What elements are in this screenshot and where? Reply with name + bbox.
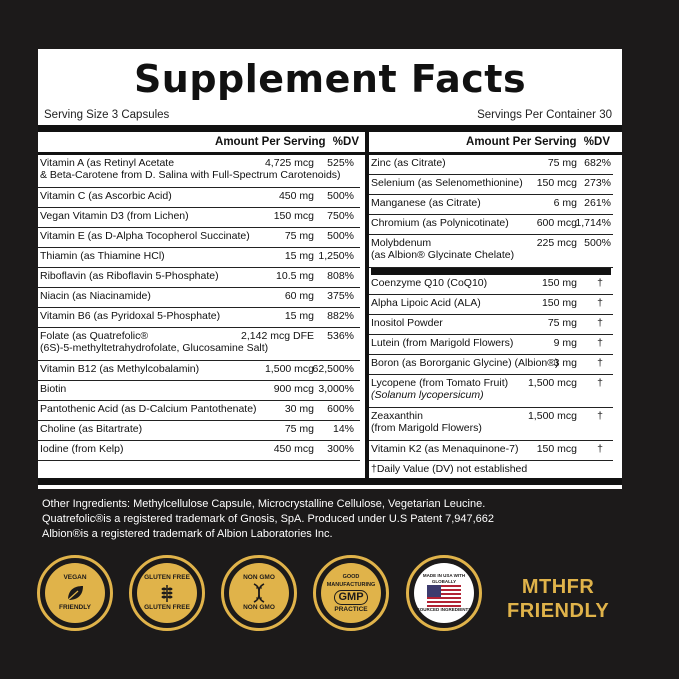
nutrient-row <box>369 235 613 268</box>
nutrient-name <box>40 230 250 242</box>
nutrient-name <box>371 217 509 229</box>
amount-header: Amount Per Serving <box>466 136 577 148</box>
nutrient-amount: 15 mg <box>284 310 314 322</box>
nutrient-name <box>40 190 172 202</box>
nutrient-dv: 682% <box>584 157 611 169</box>
nutrient-name-line1: Vitamin A (as Retinyl Acetate <box>40 157 175 169</box>
nutrient-name <box>40 363 199 375</box>
nutrient-row <box>38 288 360 308</box>
nutrient-dv: † <box>597 443 603 455</box>
nutrient-name <box>371 410 482 434</box>
nutrient-amount: 150 mcg <box>536 443 577 455</box>
left-column-header <box>38 132 365 155</box>
nutrient-amount: 75 mg <box>547 157 577 169</box>
nutrient-name-line1: Alpha Lipoic Acid (ALA) <box>371 297 481 309</box>
nutrient-dv: 300% <box>327 443 354 455</box>
page-title: Supplement Facts <box>133 57 527 101</box>
quatrefolic-note: Quatrefolic®is a registered trademark of Gnosis, SpA. Produced under U.S Patent 7,947,662 <box>42 513 495 525</box>
dna-icon <box>248 582 270 604</box>
nutrient-amount: 75 mg <box>547 317 577 329</box>
nutrient-amount: 225 mcg <box>536 237 577 249</box>
nutrient-name <box>371 357 558 369</box>
nutrient-name <box>371 197 481 209</box>
gmp-badge <box>313 555 389 631</box>
amount-header: Amount Per Serving <box>215 136 326 148</box>
nutrient-row <box>369 315 613 335</box>
nutrient-dv: 261% <box>584 197 611 209</box>
supplement-facts-panel <box>38 49 622 489</box>
gluten-free-badge <box>129 555 205 631</box>
dv-note-row <box>369 461 622 479</box>
badge-top-text: GOOD MANUFACTURING <box>326 573 376 588</box>
nutrient-dv: 1,714% <box>575 217 611 229</box>
nutrient-name <box>40 290 151 302</box>
nutrient-dv: † <box>597 377 603 389</box>
nutrient-amount: 15 mg <box>284 250 314 262</box>
footnotes <box>42 497 494 542</box>
non-gmo-badge <box>221 555 297 631</box>
footer-bar <box>38 478 622 485</box>
nutrient-dv: 500% <box>327 230 354 242</box>
right-column-header <box>369 132 622 155</box>
nutrient-name-line1: Biotin <box>40 383 67 395</box>
nutrient-row <box>369 441 613 461</box>
nutrient-name-line1: Vitamin E (as D-Alpha Tocopherol Succinate) <box>40 230 250 242</box>
nutrient-name <box>40 383 66 395</box>
mthfr-line2: FRIENDLY <box>507 600 610 622</box>
nutrient-name-line2: (from Marigold Flowers) <box>371 422 482 434</box>
nutrient-row <box>369 215 613 235</box>
nutrient-name-line1: Inositol Powder <box>371 317 443 329</box>
nutrient-dv: 808% <box>327 270 354 282</box>
nutrient-name-line1: Pantothenic Acid (as D-Calcium Pantothenate) <box>40 403 257 415</box>
nutrient-row <box>38 421 360 441</box>
nutrient-name-line1: Vitamin K2 (as Menaquinone-7) <box>371 443 519 455</box>
badge-bottom-text: GLUTEN FREE <box>144 604 190 611</box>
nutrient-name <box>40 423 142 435</box>
nutrient-row <box>38 155 360 188</box>
nutrient-dv: 62,500% <box>312 363 354 375</box>
nutrient-name-line1: Iodine (from Kelp) <box>40 443 124 455</box>
mthfr-line1: MTHFR <box>521 576 595 598</box>
nutrient-row <box>369 175 613 195</box>
nutrient-name <box>40 250 165 262</box>
header-bar <box>38 125 622 132</box>
nutrient-name-line1: Thiamin (as Thiamine HCl) <box>40 250 165 262</box>
nutrient-name-line1: Lycopene (from Tomato Fruit) <box>371 377 509 389</box>
nutrient-row <box>38 208 360 228</box>
nutrient-name-line2: (Solanum lycopersicum) <box>371 389 484 401</box>
nutrient-dv: † <box>597 277 603 289</box>
nutrient-amount: 1,500 mcg <box>527 410 577 422</box>
nutrient-row <box>38 361 360 381</box>
nutrient-name <box>40 210 189 222</box>
nutrient-dv: † <box>597 297 603 309</box>
albion-note: Albion®is a registered trademark of Albion Laboratories Inc. <box>42 528 333 540</box>
nutrient-dv: 1,250% <box>318 250 354 262</box>
servings-per-container: Servings Per Container 30 <box>477 109 612 121</box>
nutrient-name-line1: Zeaxanthin <box>371 410 423 422</box>
other-ingredients: Other Ingredients: Methylcellulose Capsule, Microcrystalline Cellulose, Vegetarian Leucine. <box>42 498 486 510</box>
dv-header: %DV <box>332 136 359 148</box>
nutrient-dv: 375% <box>327 290 354 302</box>
nutrient-row <box>38 441 360 461</box>
nutrient-dv: 882% <box>327 310 354 322</box>
badge-bottom-text: PRACTICE <box>334 605 368 613</box>
nutrient-name <box>371 377 508 401</box>
nutrient-amount: 10.5 mg <box>276 270 314 282</box>
nutrient-dv: 536% <box>327 330 354 342</box>
nutrient-row <box>369 408 613 441</box>
serving-size: Serving Size 3 Capsules <box>44 109 170 121</box>
nutrient-name-line1: Boron (as Bororganic Glycine) (Albion®) <box>371 357 559 369</box>
nutrient-name-line2: (6S)-5-methyltetrahydrofolate, Glucosamine Salt) <box>40 342 269 354</box>
nutrient-name-line2: (as Albion® Glycinate Chelate) <box>371 249 515 261</box>
nutrient-name <box>40 270 219 282</box>
dv-header: %DV <box>583 136 610 148</box>
wheat-icon <box>156 582 178 604</box>
nutrient-amount: 75 mg <box>284 230 314 242</box>
nutrient-amount: 150 mcg <box>536 177 577 189</box>
nutrient-dv: † <box>597 357 603 369</box>
nutrient-dv: 525% <box>327 157 354 169</box>
leaf-icon <box>64 582 86 604</box>
badge-bottom-text: SOURCED INGREDIENTS <box>416 607 472 612</box>
nutrient-row <box>369 335 613 355</box>
right-column <box>369 132 622 479</box>
nutrient-amount: 1,500 mcg <box>264 363 314 375</box>
nutrient-amount: 9 mg <box>553 337 577 349</box>
nutrient-dv: 750% <box>327 210 354 222</box>
nutrient-name <box>371 157 446 169</box>
badge-bottom-text: FRIENDLY <box>59 604 91 611</box>
nutrient-row <box>38 401 360 421</box>
nutrient-name <box>371 297 481 309</box>
nutrient-amount: 900 mcg <box>273 383 314 395</box>
nutrient-amount: 150 mg <box>541 297 577 309</box>
nutrient-amount: 60 mg <box>284 290 314 302</box>
badge-bottom-text: NON GMO <box>243 604 275 611</box>
gmp-icon: GMP <box>334 590 367 605</box>
nutrient-name-line1: Molybdenum <box>371 237 432 249</box>
nutrient-dv: † <box>597 317 603 329</box>
nutrient-row <box>38 268 360 288</box>
nutrient-amount: 1,500 mcg <box>527 377 577 389</box>
nutrient-dv: 600% <box>327 403 354 415</box>
nutrient-name-line1: Choline (as Bitartrate) <box>40 423 143 435</box>
nutrient-name <box>371 237 514 261</box>
nutrient-row <box>38 381 360 401</box>
us-flag-icon <box>427 585 461 607</box>
nutrient-amount: 75 mg <box>284 423 314 435</box>
nutrient-amount: 4,725 mcg <box>264 157 314 169</box>
nutrient-row <box>369 355 613 375</box>
mthfr-friendly-label <box>507 575 609 623</box>
nutrient-name-line1: Vitamin B12 (as Methylcobalamin) <box>40 363 200 375</box>
nutrient-row <box>369 195 613 215</box>
made-in-usa-badge <box>406 555 482 631</box>
nutrient-amount: 600 mcg <box>536 217 577 229</box>
nutrient-amount: 150 mcg <box>273 210 314 222</box>
nutrient-name-line2: & Beta-Carotene from D. Salina with Full-Spectrum Carotenoids) <box>40 169 341 181</box>
nutrient-name <box>371 443 518 455</box>
nutrient-name <box>371 177 523 189</box>
nutrient-row <box>38 308 360 328</box>
nutrient-row <box>369 275 613 295</box>
nutrient-dv: 500% <box>584 237 611 249</box>
nutrient-name-line1: Vegan Vitamin D3 (from Lichen) <box>40 210 189 222</box>
nutrient-amount: 3 mg <box>553 357 577 369</box>
nutrient-name-line1: Folate (as Quatrefolic® <box>40 330 149 342</box>
nutrient-name-line1: Vitamin B6 (as Pyridoxal 5-Phosphate) <box>40 310 221 322</box>
nutrient-name <box>371 317 443 329</box>
nutrient-name <box>371 277 487 289</box>
nutrient-amount: 6 mg <box>553 197 577 209</box>
badge-top-text: NON GMO <box>243 574 275 581</box>
mid-divider-bar <box>371 268 611 275</box>
nutrient-name-line1: Vitamin C (as Ascorbic Acid) <box>40 190 172 202</box>
nutrient-name-line1: Lutein (from Marigold Flowers) <box>371 337 514 349</box>
nutrient-dv: † <box>597 337 603 349</box>
nutrient-name-line1: Selenium (as Selenomethionine) <box>371 177 523 189</box>
nutrient-row <box>38 248 360 268</box>
nutrient-name-line1: Coenzyme Q10 (CoQ10) <box>371 277 488 289</box>
nutrient-dv: 3,000% <box>318 383 354 395</box>
dv-note: †Daily Value (DV) not established <box>371 463 528 475</box>
nutrient-dv: 14% <box>332 423 354 435</box>
nutrient-amount: 150 mg <box>541 277 577 289</box>
nutrient-name-line1: Niacin (as Niacinamide) <box>40 290 151 302</box>
nutrient-amount: 450 mg <box>278 190 314 202</box>
nutrient-name <box>40 443 123 455</box>
nutrient-amount: 30 mg <box>284 403 314 415</box>
nutrient-name <box>40 403 257 415</box>
badge-top-text: MADE IN USA WITH GLOBALLY <box>422 573 466 584</box>
nutrient-name <box>371 337 513 349</box>
nutrient-amount: 450 mcg <box>273 443 314 455</box>
nutrient-dv: 273% <box>584 177 611 189</box>
nutrient-row <box>369 155 613 175</box>
nutrient-row <box>38 228 360 248</box>
nutrient-row <box>38 188 360 208</box>
nutrient-dv: 500% <box>327 190 354 202</box>
nutrient-row <box>369 375 613 408</box>
left-column <box>38 132 365 461</box>
nutrient-name-line1: Chromium (as Polynicotinate) <box>371 217 509 229</box>
nutrient-row <box>369 295 613 315</box>
nutrient-dv: † <box>597 410 603 422</box>
nutrient-amount: 2,142 mcg DFE <box>241 330 314 342</box>
nutrient-name-line1: Riboflavin (as Riboflavin 5-Phosphate) <box>40 270 219 282</box>
badge-top-text: VEGAN <box>63 574 87 581</box>
vegan-badge <box>37 555 113 631</box>
nutrient-name <box>40 310 220 322</box>
nutrient-name-line1: Manganese (as Citrate) <box>371 197 481 209</box>
nutrient-row <box>38 328 360 361</box>
badge-top-text: GLUTEN FREE <box>144 574 190 581</box>
nutrient-name-line1: Zinc (as Citrate) <box>371 157 446 169</box>
nutrient-name <box>40 330 268 354</box>
